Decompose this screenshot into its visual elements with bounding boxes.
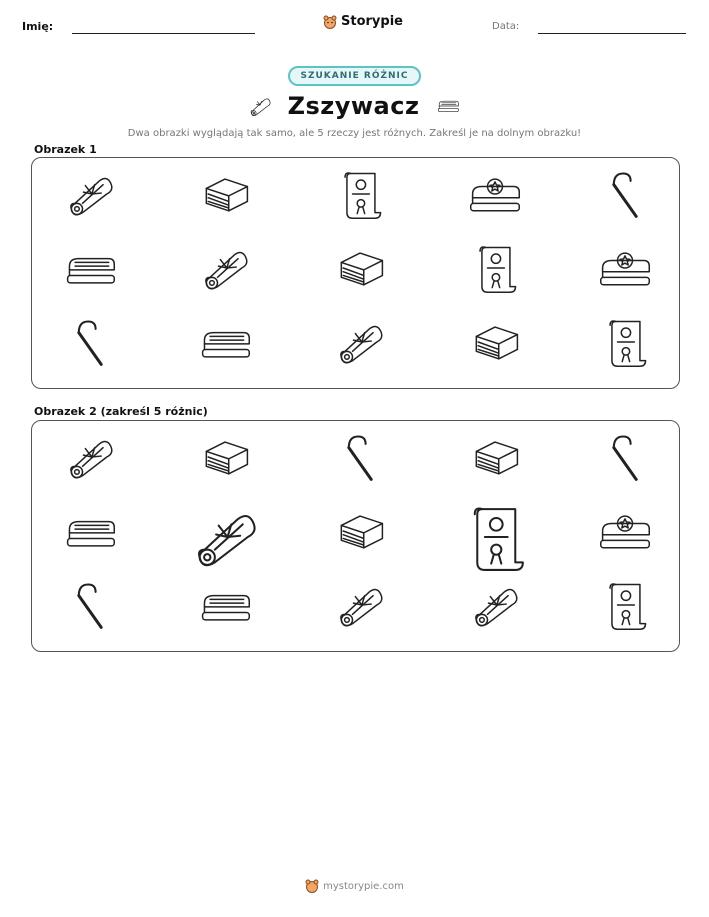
picture1-diploma-icon: [332, 314, 388, 370]
picture1-stapler-icon: [62, 240, 118, 296]
picture1-stapler-icon: [467, 166, 523, 222]
footer: [305, 879, 404, 893]
picture1-diploma-icon: [62, 166, 118, 222]
picture2-diploma-icon[interactable]: [332, 577, 388, 633]
picture2-frame[interactable]: [31, 420, 680, 652]
picture1-certificate-icon: [597, 314, 653, 370]
picture2-cane-icon[interactable]: [62, 577, 118, 633]
footer-site: mystorypie.com: [323, 880, 404, 892]
picture2-book-icon[interactable]: [197, 429, 253, 485]
picture1-book-icon: [467, 314, 523, 370]
picture1-title: Obrazek 1: [34, 143, 97, 156]
picture1-diploma-icon: [197, 240, 253, 296]
picture1-book-icon: [332, 240, 388, 296]
diploma-icon: [246, 93, 274, 119]
picture1-book-icon: [197, 166, 253, 222]
picture2-cane-icon[interactable]: [597, 429, 653, 485]
picture1-cane-icon: [597, 166, 653, 222]
bear-icon: [323, 15, 337, 29]
picture2-title: Obrazek 2 (zakreśl 5 różnic): [34, 405, 208, 418]
picture2-stapler-icon[interactable]: [197, 577, 253, 633]
date-label: Data:: [492, 21, 520, 32]
picture2-stapler-icon[interactable]: [62, 503, 118, 559]
picture2-diploma-icon[interactable]: [467, 577, 523, 633]
picture2-diploma-icon[interactable]: [187, 499, 263, 575]
picture2-diploma-icon[interactable]: [62, 429, 118, 485]
picture2-book-icon[interactable]: [332, 503, 388, 559]
activity-badge: SZUKANIE RÓŻNIC: [288, 66, 420, 86]
date-line[interactable]: [538, 33, 686, 34]
name-line[interactable]: [72, 33, 255, 34]
bear-icon: [305, 879, 319, 893]
brand-name: Storypie: [341, 14, 403, 29]
picture2-cane-icon[interactable]: [332, 429, 388, 485]
instructions: Dwa obrazki wyglądają tak samo, ale 5 rzeczy jest różnych. Zakreśl je na dolnym obrazku!: [127, 128, 582, 139]
picture1-certificate-icon: [467, 240, 523, 296]
name-label: Imię:: [22, 20, 54, 33]
picture1-stapler-icon: [197, 314, 253, 370]
brand-logo: [323, 14, 403, 29]
picture2-book-icon[interactable]: [467, 429, 523, 485]
picture2-certificate-icon[interactable]: [457, 499, 533, 575]
picture2-stapler-icon[interactable]: [597, 503, 653, 559]
picture2-certificate-icon[interactable]: [597, 577, 653, 633]
page-title: Zszywacz: [287, 92, 420, 120]
picture1-cane-icon: [62, 314, 118, 370]
stapler-icon: [433, 94, 463, 118]
picture1-certificate-icon: [332, 166, 388, 222]
picture1-frame: [31, 157, 680, 389]
picture1-stapler-icon: [597, 240, 653, 296]
